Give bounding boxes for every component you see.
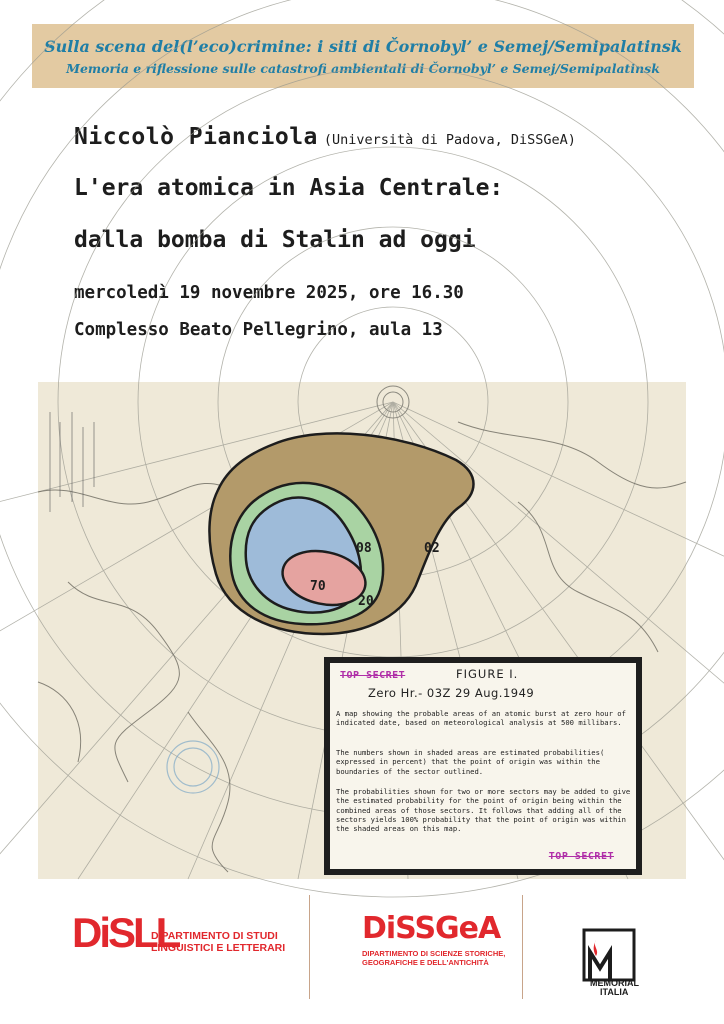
speaker-name: Niccolò Pianciola xyxy=(74,124,318,150)
speaker-affiliation: (Università di Padova, DiSSGeA) xyxy=(323,132,576,148)
memorial-line1: MEMORIAL xyxy=(590,978,639,988)
zone-label-02: 02 xyxy=(424,541,440,556)
series-title: Sulla scena del(l’eco)crimine: i siti di Čornobyl’ e Semej/Semipalatinsk xyxy=(44,36,682,56)
series-subtitle: Memoria e riflessione sulle catastrofi ambientali di Čornobyl’ e Semej/Semipalatinsk xyxy=(66,60,660,76)
disll-line1: DIPARTIMENTO DI STUDI xyxy=(151,930,278,942)
talk-title-line2: dalla bomba di Stalin ad oggi xyxy=(74,227,476,253)
disll-department-name xyxy=(151,930,285,954)
figure-paragraph-2: The numbers shown in shaded areas are estimated probabilities( expressed in percent) that the point of origin was within the boundaries of the sector outlined. xyxy=(336,748,605,776)
zone-label-08: 08 xyxy=(356,541,372,556)
figure-caption-box xyxy=(324,657,642,875)
figure-title: FIGURE I. xyxy=(456,667,519,681)
top-secret-stamp: TOP SECRET xyxy=(340,670,406,681)
margin-notes-icon xyxy=(50,412,94,512)
logo-divider-left xyxy=(309,895,310,999)
zone-label-20: 20 xyxy=(358,594,374,609)
memorial-name xyxy=(582,979,639,997)
series-banner xyxy=(32,24,694,88)
event-place: Complesso Beato Pellegrino, aula 13 xyxy=(74,320,443,340)
top-secret-stamp-bottom: TOP SECRET xyxy=(548,851,614,862)
dissgea-line2: GEOGRAFICHE E DELL'ANTICHITÀ xyxy=(362,958,489,967)
seal-stamp-icon xyxy=(167,741,219,793)
memorial-line2: ITALIA xyxy=(600,987,629,997)
figure-paragraph-3: The probabilities shown for two or more sectors may be added to give the estimated probability for the point of origin being within the combined areas of those sectors. It follows that adding all of the sectors yields 100% probability that the point of origin was within the shaded areas on this map. xyxy=(336,787,631,834)
event-date-time: mercoledì 19 novembre 2025, ore 16.30 xyxy=(74,283,464,303)
disll-line2: LINGUISTICI E LETTERARI xyxy=(151,942,286,954)
flame-icon xyxy=(594,940,597,956)
figure-paragraph-1: A map showing the probable areas of an atomic burst at zero hour of indicated date, based on meteorological analysis at 500 millibars. xyxy=(336,709,626,728)
disll-logo-mark: DiSLL xyxy=(72,909,179,956)
zone-label-70: 70 xyxy=(310,579,326,594)
dissgea-logo: DiSSGeA xyxy=(362,911,501,946)
speaker xyxy=(74,124,576,150)
dissgea-department-name xyxy=(362,949,505,967)
logos-footer xyxy=(0,895,724,1005)
dissgea-line1: DIPARTIMENTO DI SCIENZE STORICHE, xyxy=(362,949,506,958)
talk-title-line1: L'era atomica in Asia Centrale: xyxy=(74,175,504,201)
figure-subtitle: Zero Hr.- 03Z 29 Aug.1949 xyxy=(368,686,535,700)
logo-divider-right xyxy=(522,895,523,999)
disll-logo xyxy=(72,907,179,956)
fallout-map-figure xyxy=(38,382,686,879)
